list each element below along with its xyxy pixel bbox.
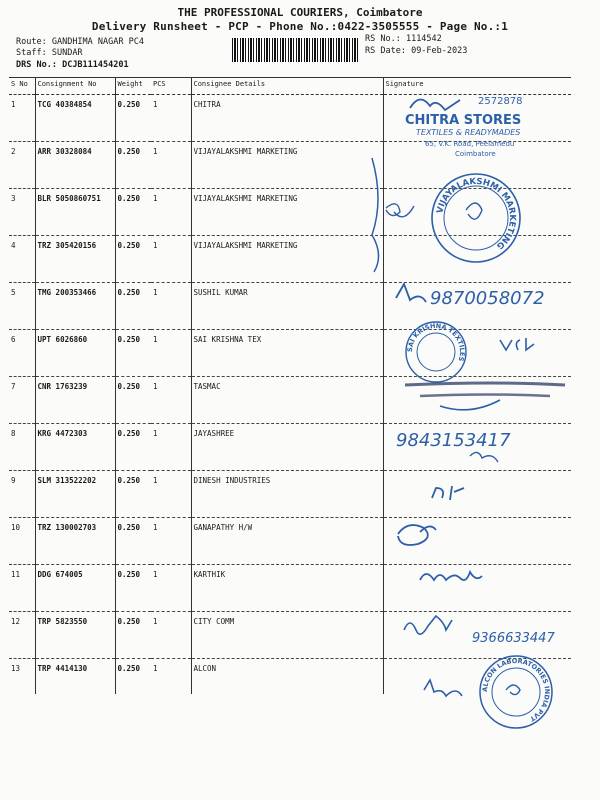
row-signature (383, 612, 571, 659)
route-line (16, 37, 144, 47)
row-consignment: CNR 1763239 (35, 377, 115, 424)
row-pcs: 1 (151, 142, 191, 189)
col-weight: Weight (115, 78, 151, 95)
col-sno: S No (9, 78, 35, 95)
table-row (9, 612, 571, 659)
row-consignment: BLR 5050860751 (35, 189, 115, 236)
route-value: GANDHIMA NAGAR PC4 (51, 37, 144, 47)
drs-label: DRS No.: (16, 60, 57, 70)
row12-phone: 9366633447 (472, 631, 555, 646)
row-sno: 1 (9, 95, 35, 142)
table-row (9, 424, 571, 471)
row-consignee: VIJAYALAKSHMI MARKETING (191, 189, 383, 236)
row-consignee: VIJAYALAKSHMI MARKETING (191, 142, 383, 189)
row-weight: 0.250 (115, 189, 151, 236)
vijayalakshmi-stamp-text: VIJAYALAKSHMI MARKETING (435, 176, 518, 251)
drs-line (16, 60, 129, 70)
row-weight: 0.250 (115, 236, 151, 283)
row-consignee: JAYASHREE (191, 424, 383, 471)
row-consignment: TRZ 305420156 (35, 236, 115, 283)
row-sno: 7 (9, 377, 35, 424)
sai-krishna-stamp-text: SAI KRISHNA TEXTILES (405, 321, 467, 363)
row-pcs: 1 (151, 330, 191, 377)
rs-no-value: 1114542 (405, 34, 442, 44)
staff-label: Staff: (16, 48, 47, 58)
row-signature (383, 424, 571, 471)
row-pcs: 1 (151, 565, 191, 612)
col-consignment: Consignment No (35, 78, 115, 95)
row-consignee: SAI KRISHNA TEX (191, 330, 383, 377)
row-pcs: 1 (151, 612, 191, 659)
row-consignment: KRG 4472303 (35, 424, 115, 471)
row-signature (383, 142, 571, 189)
chitra-city: Coimbatore (455, 150, 496, 158)
row-pcs: 1 (151, 283, 191, 330)
chitra-phone: 2572878 (478, 96, 523, 107)
row-consignment: ARR 30328084 (35, 142, 115, 189)
staff-line (16, 48, 83, 58)
row-signature (383, 518, 571, 565)
row-consignee: KARTHIK (191, 565, 383, 612)
document-title: THE PROFESSIONAL COURIERS, Coimbatore (177, 6, 423, 19)
row-sno: 2 (9, 142, 35, 189)
row-consignment: UPT 6026860 (35, 330, 115, 377)
row-consignee: DINESH INDUSTRIES (191, 471, 383, 518)
staff-value: SUNDAR (51, 48, 83, 58)
row-pcs: 1 (151, 518, 191, 565)
table-row (9, 189, 571, 236)
table-row (9, 659, 571, 695)
table-row (9, 377, 571, 424)
table-row (9, 471, 571, 518)
row-signature (383, 565, 571, 612)
row-pcs: 1 (151, 659, 191, 695)
rs-no-label: RS No.: (365, 34, 401, 44)
chitra-tag: TEXTILES & READYMADES (416, 128, 521, 137)
row-pcs: 1 (151, 236, 191, 283)
row-consignee: CITY COMM (191, 612, 383, 659)
row-pcs: 1 (151, 424, 191, 471)
chitra-name: CHITRA STORES (405, 113, 522, 128)
col-pcs: PCS (151, 78, 191, 95)
row-weight: 0.250 (115, 283, 151, 330)
row-pcs: 1 (151, 95, 191, 142)
row-weight: 0.250 (115, 471, 151, 518)
row-consignee: GANAPATHY H/W (191, 518, 383, 565)
row-weight: 0.250 (115, 377, 151, 424)
row-signature (383, 377, 571, 424)
alcon-stamp-text: ALCON LABORATORIES INDIA PVT (480, 656, 552, 723)
table-row (9, 236, 571, 283)
row-weight: 0.250 (115, 142, 151, 189)
row-sno: 6 (9, 330, 35, 377)
row-consignee: TASMAC (191, 377, 383, 424)
row-signature (383, 189, 571, 236)
row-sno: 8 (9, 424, 35, 471)
row-signature (383, 95, 571, 142)
row-consignee: CHITRA (191, 95, 383, 142)
row-consignment: DDG 674005 (35, 565, 115, 612)
table-row (9, 142, 571, 189)
table-row (9, 565, 571, 612)
row-signature (383, 471, 571, 518)
rs-date-label: RS Date: (365, 46, 406, 56)
row-consignment: TCG 40384854 (35, 95, 115, 142)
table-row (9, 95, 571, 142)
row-weight: 0.250 (115, 95, 151, 142)
row-sno: 10 (9, 518, 35, 565)
row-weight: 0.250 (115, 518, 151, 565)
row-weight: 0.250 (115, 565, 151, 612)
drs-value: DCJB111454201 (62, 60, 129, 70)
row-consignee: VIJAYALAKSHMI MARKETING (191, 236, 383, 283)
row-consignment: TRP 4414130 (35, 659, 115, 695)
rs-date-line (365, 46, 467, 56)
row-signature (383, 283, 571, 330)
row5-phone: 9870058072 (430, 288, 545, 309)
table-row (9, 330, 571, 377)
rs-date-value: 09-Feb-2023 (411, 46, 468, 56)
row-signature (383, 236, 571, 283)
row-consignment: TRP 5823550 (35, 612, 115, 659)
runsheet-table (9, 77, 571, 694)
row-sno: 3 (9, 189, 35, 236)
row-pcs: 1 (151, 377, 191, 424)
row-sno: 12 (9, 612, 35, 659)
row-pcs: 1 (151, 471, 191, 518)
row-consignee: SUSHIL KUMAR (191, 283, 383, 330)
chitra-addr: 65, V.K. Road, Peelamedu (425, 140, 515, 148)
table-row (9, 283, 571, 330)
row-weight: 0.250 (115, 330, 151, 377)
barcode (232, 38, 358, 62)
row-weight: 0.250 (115, 424, 151, 471)
row-sno: 13 (9, 659, 35, 695)
row-signature (383, 659, 571, 695)
row8-phone: 9843153417 (396, 430, 511, 451)
row-consignment: TMG 200353466 (35, 283, 115, 330)
row-weight: 0.250 (117, 664, 141, 673)
document-subtitle: Delivery Runsheet - PCP - Phone No.:0422-3505555 - Page No.:1 (91, 20, 509, 33)
table-header-row (9, 78, 571, 95)
row-pcs: 1 (151, 189, 191, 236)
col-signature: Signature (383, 78, 571, 95)
row-sno: 9 (9, 471, 35, 518)
rs-no-line (365, 34, 442, 44)
row-sno: 4 (9, 236, 35, 283)
row-consignee: ALCON (191, 659, 383, 695)
row-signature (383, 330, 571, 377)
row-sno: 5 (9, 283, 35, 330)
row-consignment: SLM 313522202 (35, 471, 115, 518)
table-row (9, 518, 571, 565)
row-consignment: TRZ 130002703 (35, 518, 115, 565)
route-label: Route: (16, 37, 47, 47)
col-consignee: Consignee Details (191, 78, 383, 95)
row-weight: 0.250 (115, 612, 151, 659)
row-sno: 11 (9, 565, 35, 612)
